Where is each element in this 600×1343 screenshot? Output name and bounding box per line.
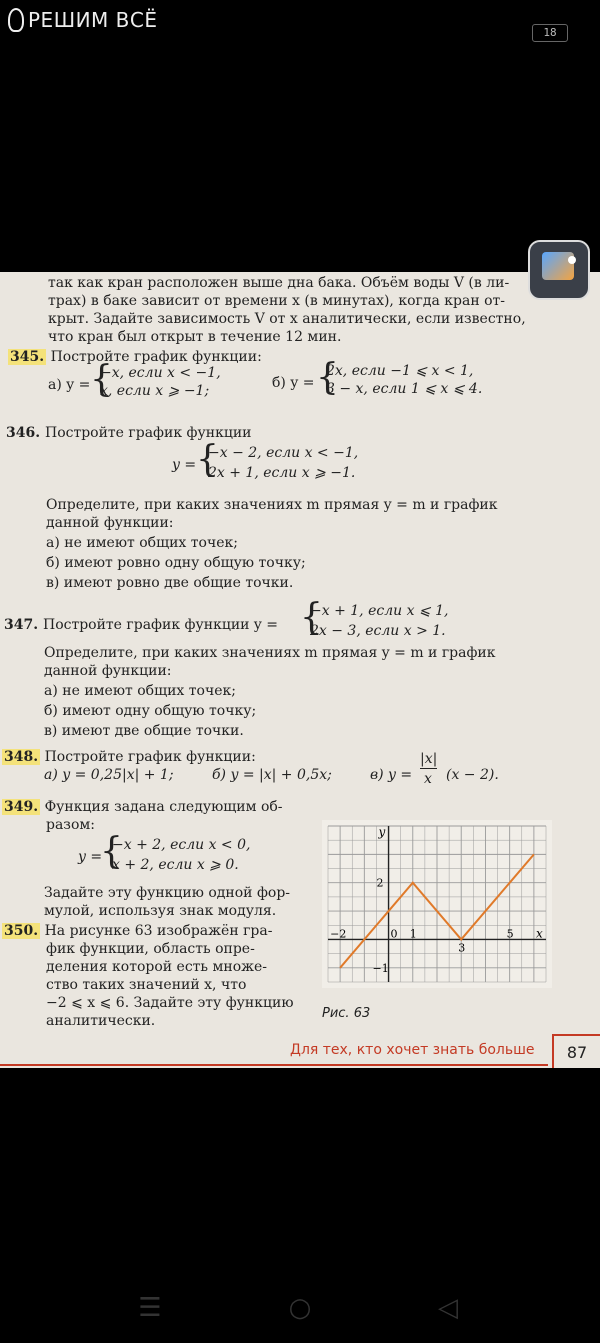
problem-349-header xyxy=(2,798,283,816)
brand-label: РЕШИМ ВСЁ xyxy=(28,8,158,32)
problem-348-title: Постройте график функции: xyxy=(44,749,256,765)
p348-b: б) y = |x| + 0,5x; xyxy=(212,767,332,783)
p348-c-tail: (x − 2). xyxy=(446,767,499,783)
p350-line4: ство таких значений x, что xyxy=(46,977,247,993)
tick-label-x-neg2: −2 xyxy=(330,927,347,941)
section-footer-title: Для тех, кто хочет знать больше xyxy=(290,1042,535,1058)
p347-q3: а) не имеют общих точек; xyxy=(44,683,236,699)
problem-346-title: Постройте график функции xyxy=(44,425,252,441)
tick-label-x-0: 0 xyxy=(390,927,398,941)
p350-line3: деления которой есть множе- xyxy=(46,959,268,975)
p347-q2: данной функции: xyxy=(44,663,172,679)
p347-q4: б) имеют одну общую точку; xyxy=(44,703,257,719)
p345-a-brace: { xyxy=(90,359,113,400)
figure-caption: Рис. 63 xyxy=(322,1006,371,1021)
p346-q1: Определите, при каких значениях m прямая y = m и график xyxy=(46,497,498,513)
tick-label-y-neg1: −1 xyxy=(372,961,389,975)
p348-c-num: |x| xyxy=(420,751,438,767)
p347-q5: в) имеют две общие точки. xyxy=(44,723,244,739)
figure-63-chart xyxy=(322,820,552,988)
p345-a-case2: x, если x ⩾ −1; xyxy=(100,383,210,399)
intro-line-2: трах) в баке зависит от времени x (в минутах), когда кран от- xyxy=(48,293,506,309)
problem-347-title: Постройте график функции y = xyxy=(42,617,279,633)
p347-brace: { xyxy=(300,597,323,638)
problem-number-345: 345. xyxy=(10,349,45,365)
menu-icon[interactable]: ☰ xyxy=(138,1293,162,1323)
problem-number-347: 347. xyxy=(4,617,39,633)
p348-c-label: в) y = xyxy=(370,767,413,783)
page-number: 87 xyxy=(552,1034,600,1068)
p346-case2: 2x + 1, если x ⩾ −1. xyxy=(208,465,356,481)
intro-line-4: что кран был открыт в течение 12 мин. xyxy=(48,329,342,345)
p346-case1: −x − 2, если x < −1, xyxy=(208,445,359,461)
p349-line1: Функция задана следующим об- xyxy=(44,799,283,815)
chart-grid xyxy=(328,826,546,982)
problem-350-header xyxy=(2,922,272,940)
photo-shortcut-icon[interactable] xyxy=(528,240,590,300)
p346-y-label: y = xyxy=(172,457,197,473)
p350-line2: фик функции, область опре- xyxy=(46,941,255,957)
p346-q5: в) имеют ровно две общие точки. xyxy=(46,575,294,591)
p350-line6: аналитически. xyxy=(46,1013,156,1029)
home-icon[interactable]: ○ xyxy=(288,1293,312,1323)
footer-divider xyxy=(0,1064,548,1066)
p346-q2: данной функции: xyxy=(46,515,174,531)
p349-line2: разом: xyxy=(46,817,95,833)
p345-a-case1: −x, если x < −1, xyxy=(100,365,221,381)
p345-b-label: б) y = xyxy=(272,375,315,391)
back-icon[interactable]: ◁ xyxy=(438,1293,458,1323)
p345-a-label: а) y = xyxy=(48,377,91,393)
p348-a: а) y = 0,25|x| + 1; xyxy=(44,767,174,783)
p347-case1: −x + 1, если x ⩽ 1, xyxy=(310,603,449,619)
p349-tail2: мулой, используя знак модуля. xyxy=(44,903,277,919)
p345-b-brace: { xyxy=(316,357,339,398)
p347-q1: Определите, при каких значениях m прямая y = m и график xyxy=(44,645,496,661)
p349-case2: x + 2, если x ⩾ 0. xyxy=(112,857,239,873)
p346-brace: { xyxy=(196,439,219,480)
status-bar xyxy=(0,0,600,48)
tick-label-y-2: 2 xyxy=(376,876,384,890)
y-axis-label: y xyxy=(378,825,386,839)
p347-case2: 2x − 3, если x > 1. xyxy=(310,623,446,639)
p349-y-label: y = xyxy=(78,849,103,865)
tick-label-x-1: 1 xyxy=(409,927,417,941)
camera-dot xyxy=(568,256,576,264)
textbook-page xyxy=(0,272,600,1068)
p349-tail1: Задайте эту функцию одной фор- xyxy=(44,885,291,901)
battery-indicator: 18 xyxy=(532,24,568,42)
p349-case1: −x + 2, если x < 0, xyxy=(112,837,251,853)
p350-line5: −2 ⩽ x ⩽ 6. Задайте эту функцию xyxy=(46,995,294,1011)
problem-number-349: 349. xyxy=(4,799,39,815)
problem-348-header xyxy=(2,748,256,766)
intro-line-1: так как кран расположен выше дна бака. Объём воды V (в ли- xyxy=(48,275,510,291)
problem-347-header xyxy=(4,616,278,634)
app-brand xyxy=(8,8,157,32)
p345-b-case2: 3 − x, если 1 ⩽ x ⩽ 4. xyxy=(326,381,483,397)
tick-label-x-5: 5 xyxy=(506,927,514,941)
tick-label-x-3: 3 xyxy=(458,941,466,955)
p345-b-case1: 2x, если −1 ⩽ x < 1, xyxy=(326,363,474,379)
lightbulb-icon xyxy=(8,8,24,32)
problem-number-348: 348. xyxy=(4,749,39,765)
problem-number-346: 346. xyxy=(6,425,41,441)
figure-63 xyxy=(322,820,552,988)
p348-c-den: x xyxy=(424,771,432,787)
problem-345-title: Постройте график функции: xyxy=(50,349,262,365)
p346-q3: а) не имеют общих точек; xyxy=(46,535,238,551)
p349-brace: { xyxy=(100,831,123,872)
p350-line1: На рисунке 63 изображён гра- xyxy=(44,923,273,939)
p346-q4: б) имеют ровно одну общую точку; xyxy=(46,555,306,571)
x-axis-label: x xyxy=(536,926,543,941)
problem-number-350: 350. xyxy=(4,923,39,939)
intro-line-3: крыт. Задайте зависимость V от x аналитически, если известно, xyxy=(48,311,526,327)
navigation-bar xyxy=(0,1276,600,1343)
